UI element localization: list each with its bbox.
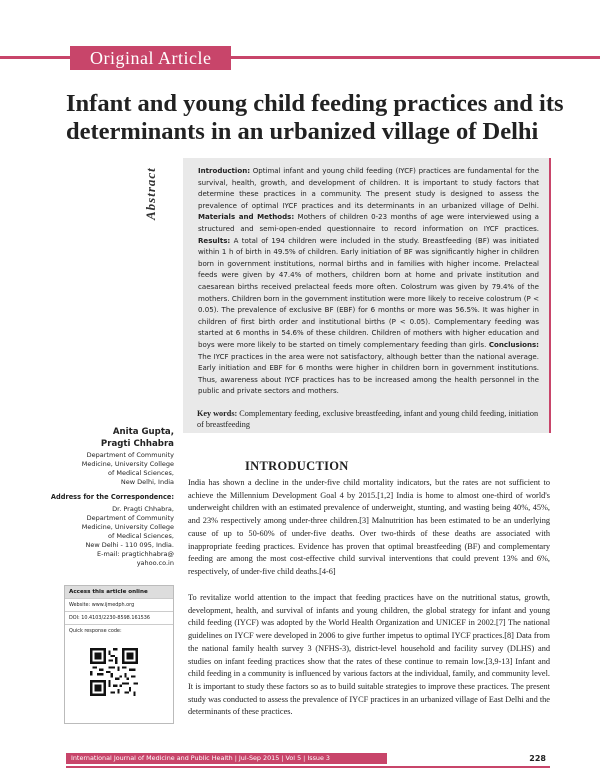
access-heading: Access this article online	[65, 586, 173, 598]
website-link[interactable]: Website: www.ijmedph.org	[65, 598, 173, 611]
author-2: Pragti Chhabra	[100, 438, 174, 449]
author-1: Anita Gupta,	[112, 427, 174, 437]
correspondence-line: Dr. Pragti Chhabra,	[112, 505, 174, 513]
section-heading-introduction: INTRODUCTION	[245, 459, 349, 473]
correspondence-email: yahoo.co.in	[136, 559, 174, 567]
abstract-label: Abstract	[143, 167, 158, 220]
correspondence-line: New Delhi - 110 095, India.	[85, 541, 174, 549]
affiliation-line: New Delhi, India	[120, 478, 174, 486]
journal-citation: International Journal of Medicine and Public Health | Jul-Sep 2015 | Vol 5 | Issue 3	[66, 753, 387, 764]
keywords	[197, 408, 542, 430]
abstract-text	[198, 165, 539, 397]
body-paragraph: India has shown a decline in the under-five child mortality indicators, but the rates are not sufficient to achieve the Millennium Development Goal 4 by 2015.[1,2] India is home to almost one-third of world's underweight children with an estimated prevalence of underweight, stunting, and wasting being 40%, 45%, and 23% respectively among under-three children.[3] Malnutrition has been estimated to be an underlying cause of up to 50-60% of under-five deaths. Over two-thirds of these deaths are associated with inappropriate feeding practices. Evidence has proven that optimal breastfeeding (BF) and complementary feeding are among the most cost-effective child survival interventions that could prevent 13% and 6%, respectively, of under-five child deaths.[4-6]	[188, 478, 550, 576]
qr-code-icon[interactable]	[90, 648, 138, 696]
abstract-intro: Optimal infant and young child feeding (IYCF) practices are fundamental for the survival, health, growth, and development of children. It is important to study factors that determine these practices in a community. The present study is designed to assess the prevalence of optimal IYCF practices and its determinants in an urbanized village of Delhi.	[198, 166, 539, 210]
article-title: Infant and young child feeding practices and its determinants in an urbanized village of Delhi	[66, 90, 564, 145]
body-paragraph: To revitalize world attention to the impact that feeding practices have on the nutritional status, growth, development, health, and survival of infants and young children, the global strategy for infant and young child feeding (IYCF) was adopted by the World Health Organization and UNICEF in 2002.[7] The national guidelines on IYCF were developed in 2006 to give further impetus to optimal IYCF practices.[8] Data from the national family health survey 3 (NFHS-3), district-level household and facility survey (DLHS) and studies on infant feeding practices show that the rates of these continue to remain low.[3,9-13] Infant and child feeding in a community is influenced by various factors at the individual, family, and community level. It is important to study these factors so as to build suitable strategies to improve these practices. The present study was conducted to assess the prevalence of IYCF practices in an urbanized village of East Delhi and the determinants of these practices.	[188, 593, 550, 717]
correspondence-email: E-mail: pragtichhabra@	[97, 550, 174, 558]
access-online-box	[64, 585, 174, 724]
abstract-results: A total of 194 children were included in the study. Breastfeeding (BF) was initiated within 1 h of birth in 49.5% of children. Early initiation of BF was significantly higher in children born in government institutions, normal births and in families with higher income. Prelacteal feeds were given by 47.4% of mothers, children born at home and private institution and caesarean births received prelacteal feeds more often. Colostrum was given by 79.4% of the mothers. Children born in the government institution were more likely to receive colostrum (P < 0.05). The prevalence of exclusive BF (EBF) for 6 months or more was 56.5%. It was higher in children of first birth order and institutional births (P < 0.05). Complementary feeding was started at 6 months in 54.6% of these children. Children of mothers with higher education and boys were more likely to be started on timely complementary feeding than girls.	[198, 235, 539, 349]
correspondence-line: Medicine, University College	[81, 523, 174, 531]
affiliation-line: of Medical Sciences,	[108, 469, 174, 477]
abstract-box	[183, 158, 551, 433]
qr-label: Quick response code:	[65, 624, 173, 637]
abstract-methods-label: Materials and Methods:	[198, 212, 295, 222]
keywords-label: Key words:	[197, 409, 238, 418]
page-footer	[66, 753, 550, 765]
author-list	[56, 427, 174, 450]
keywords-text: Complementary feeding, exclusive breastfeeding, infant and young child feeding, initiation of breastfeeding	[197, 409, 539, 429]
correspondence-line: Department of Community	[86, 514, 174, 522]
footer-rule	[66, 766, 550, 768]
abstract-methods: Mothers of children 0-23 months of age were interviewed using a structured and semi-open-ended questionnaire to record information on IYCF practices.	[198, 212, 539, 233]
correspondence-address	[56, 505, 174, 568]
abstract-intro-label: Introduction:	[198, 166, 251, 175]
correspondence-label: Address for the Correspondence:	[50, 493, 174, 501]
affiliation	[56, 451, 174, 487]
affiliation-line: Medicine, University College	[81, 460, 174, 468]
doi-link[interactable]: DOI: 10.4103/2230-8598.161536	[65, 611, 173, 624]
abstract-conclusions: The IYCF practices in the area were not satisfactory, although better than the national average. Early initiation and EBF for 6 months were higher in children born in government institutions. Thus, awareness about IYCF practices has to be increased among the health personnel in the public and private sectors and mothers.	[198, 351, 539, 396]
correspondence-line: of Medical Sciences,	[108, 532, 174, 540]
abstract-conclusions-label: Conclusions:	[488, 339, 539, 349]
abstract-results-label: Results:	[198, 235, 231, 245]
affiliation-line: Department of Community	[86, 451, 174, 459]
page-number: 228	[529, 754, 546, 763]
article-type-tag: Original Article	[70, 46, 231, 70]
